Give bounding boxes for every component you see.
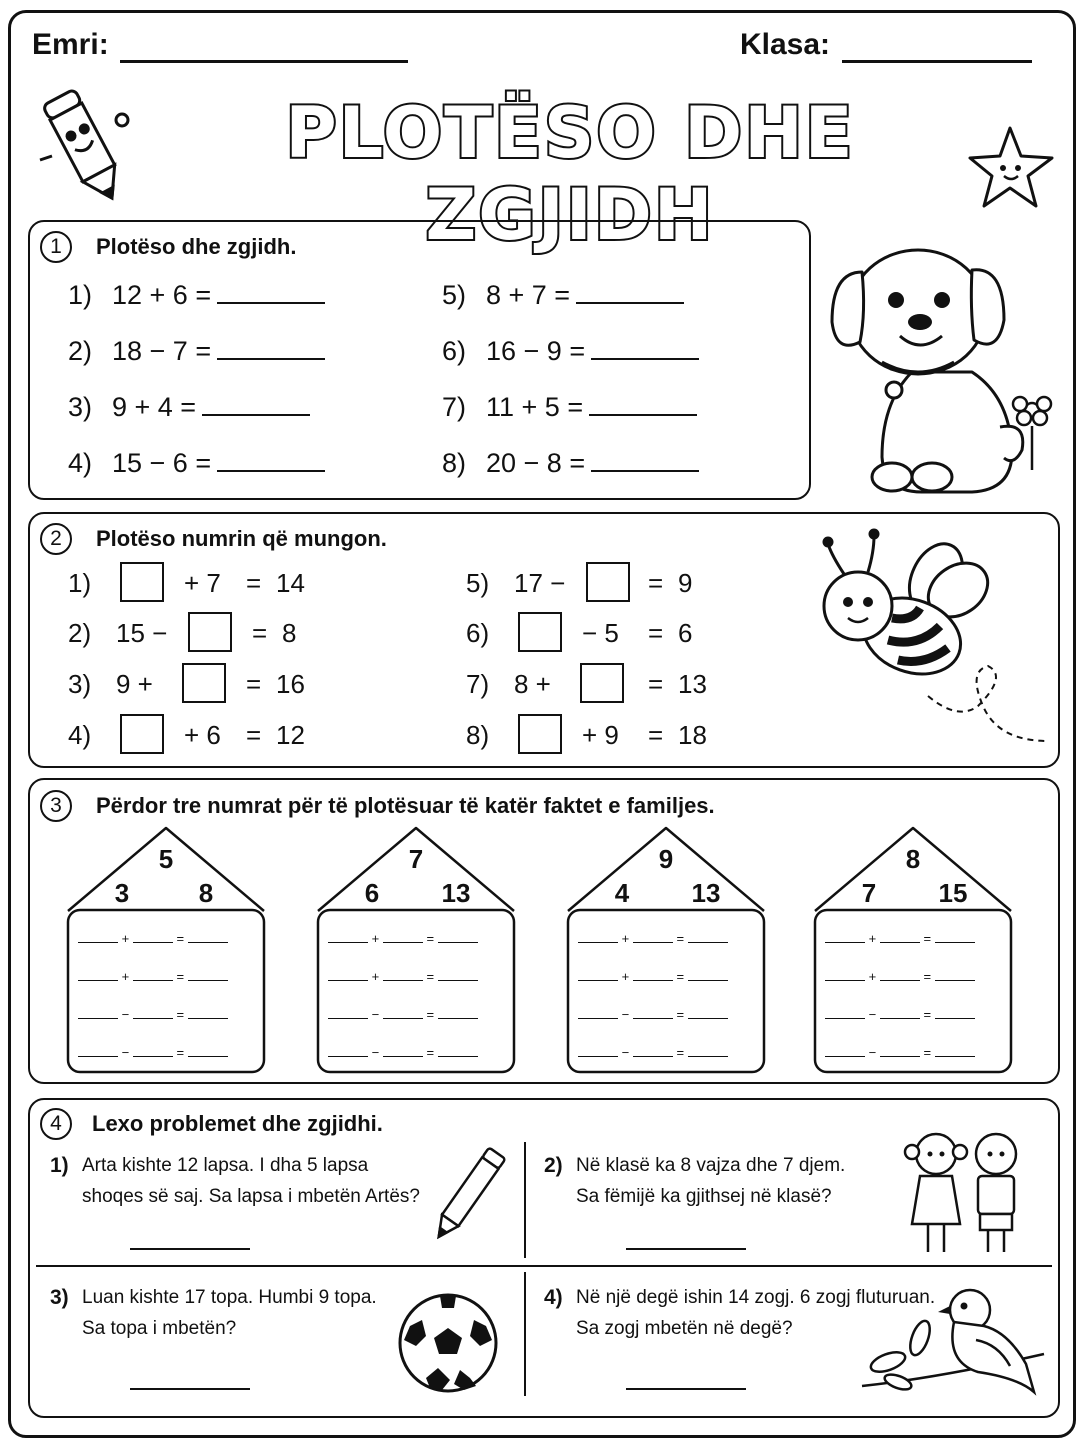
house-right-number: 13 [691,878,721,908]
missing-number-box[interactable] [580,663,624,703]
fact-row[interactable]: + = [825,930,975,946]
answer-field[interactable] [591,444,699,472]
name-label: Emri: [32,28,109,61]
fact-row[interactable]: − = [578,1006,728,1022]
page-title: PLOTËSO DHE ZGJIDH [285,92,855,256]
s2-row-4: 4) + 6 = 12 [68,714,428,758]
fact-family-house-3 [566,826,766,1076]
s2-row-8: 8) + 9 = 18 [466,714,786,758]
section-3-number: 3 [40,790,72,822]
s1-eq-3: 3) 9 + 4 = [68,388,310,423]
problem-3-answer[interactable] [130,1388,250,1390]
fact-family-house-2 [316,826,516,1076]
bee-icon [808,526,1058,751]
section-4-number: 4 [40,1108,72,1140]
fact-row[interactable]: − = [78,1044,228,1060]
section-2-number: 2 [40,523,72,555]
fact-family-house-4 [813,826,1013,1076]
divider [36,1265,1052,1267]
fact-row[interactable]: + = [78,968,228,984]
missing-number-box[interactable] [182,663,226,703]
house-left-number: 6 [364,878,380,908]
s2-row-6: 6) − 5 = 6 [466,612,786,656]
s2-row-7: 7) 8 + = 13 [466,663,786,707]
missing-number-box[interactable] [120,714,164,754]
bird-icon [858,1282,1048,1400]
fact-family-house-1 [66,826,266,1076]
s1-eq-8: 8) 20 − 8 = [442,444,699,479]
house-top-number: 5 [158,844,174,874]
name-field[interactable] [120,60,408,63]
answer-field[interactable] [576,276,684,304]
star-icon [966,118,1058,218]
puppy-icon [822,222,1062,502]
house-right-number: 15 [938,878,968,908]
answer-field[interactable] [591,332,699,360]
s1-eq-1: 1) 12 + 6 = [68,276,325,311]
fact-row[interactable]: + = [78,930,228,946]
house-top-number: 7 [408,844,424,874]
missing-number-box[interactable] [188,612,232,652]
house-right-number: 8 [198,878,214,908]
missing-number-box[interactable] [120,562,164,602]
s1-eq-7: 7) 11 + 5 = [442,388,697,423]
divider [524,1142,526,1258]
section-3-title: Përdor tre numrat për të plotësuar të katër faktet e familjes. [96,793,715,818]
section-1-title: Plotëso dhe zgjidh. [96,234,297,259]
answer-field[interactable] [202,388,310,416]
answer-field[interactable] [217,332,325,360]
s2-row-2: 2) 15 − = 8 [68,612,428,656]
class-field[interactable] [842,60,1032,63]
answer-field[interactable] [217,276,325,304]
divider [524,1272,526,1396]
problem-2-answer[interactable] [626,1248,746,1250]
fact-row[interactable]: + = [328,968,478,984]
house-left-number: 7 [861,878,877,908]
fact-row[interactable]: − = [328,1006,478,1022]
house-left-number: 3 [114,878,130,908]
house-left-number: 4 [614,878,630,908]
house-top-number: 8 [905,844,921,874]
s2-row-5: 5) 17 − = 9 [466,562,786,606]
pencil-icon [428,1140,508,1250]
section-4-title: Lexo problemet dhe zgjidhi. [92,1111,383,1136]
fact-row[interactable]: − = [328,1044,478,1060]
s1-eq-6: 6) 16 − 9 = [442,332,699,367]
fact-row[interactable]: − = [825,1006,975,1022]
house-right-number: 13 [441,878,471,908]
s2-row-1: 1) + 7 = 14 [68,562,428,606]
s1-eq-4: 4) 15 − 6 = [68,444,325,479]
fact-row[interactable]: + = [328,930,478,946]
class-label: Klasa: [740,28,831,61]
pencil-mascot-icon [36,80,136,210]
fact-row[interactable]: − = [78,1006,228,1022]
missing-number-box[interactable] [518,612,562,652]
s1-eq-5: 5) 8 + 7 = [442,276,684,311]
fact-row[interactable]: + = [578,930,728,946]
fact-row[interactable]: + = [578,968,728,984]
problem-4-answer[interactable] [626,1388,746,1390]
fact-row[interactable]: − = [578,1044,728,1060]
missing-number-box[interactable] [586,562,630,602]
section-1-number: 1 [40,231,72,263]
missing-number-box[interactable] [518,714,562,754]
s2-row-3: 3) 9 + = 16 [68,663,428,707]
children-icon [898,1124,1034,1260]
fact-row[interactable]: − = [825,1044,975,1060]
house-top-number: 9 [658,844,674,874]
s1-eq-2: 2) 18 − 7 = [68,332,325,367]
answer-field[interactable] [589,388,697,416]
problem-1-answer[interactable] [130,1248,250,1250]
answer-field[interactable] [217,444,325,472]
fact-row[interactable]: + = [825,968,975,984]
soccer-ball-icon [396,1290,500,1396]
section-2-title: Plotëso numrin që mungon. [96,526,387,551]
